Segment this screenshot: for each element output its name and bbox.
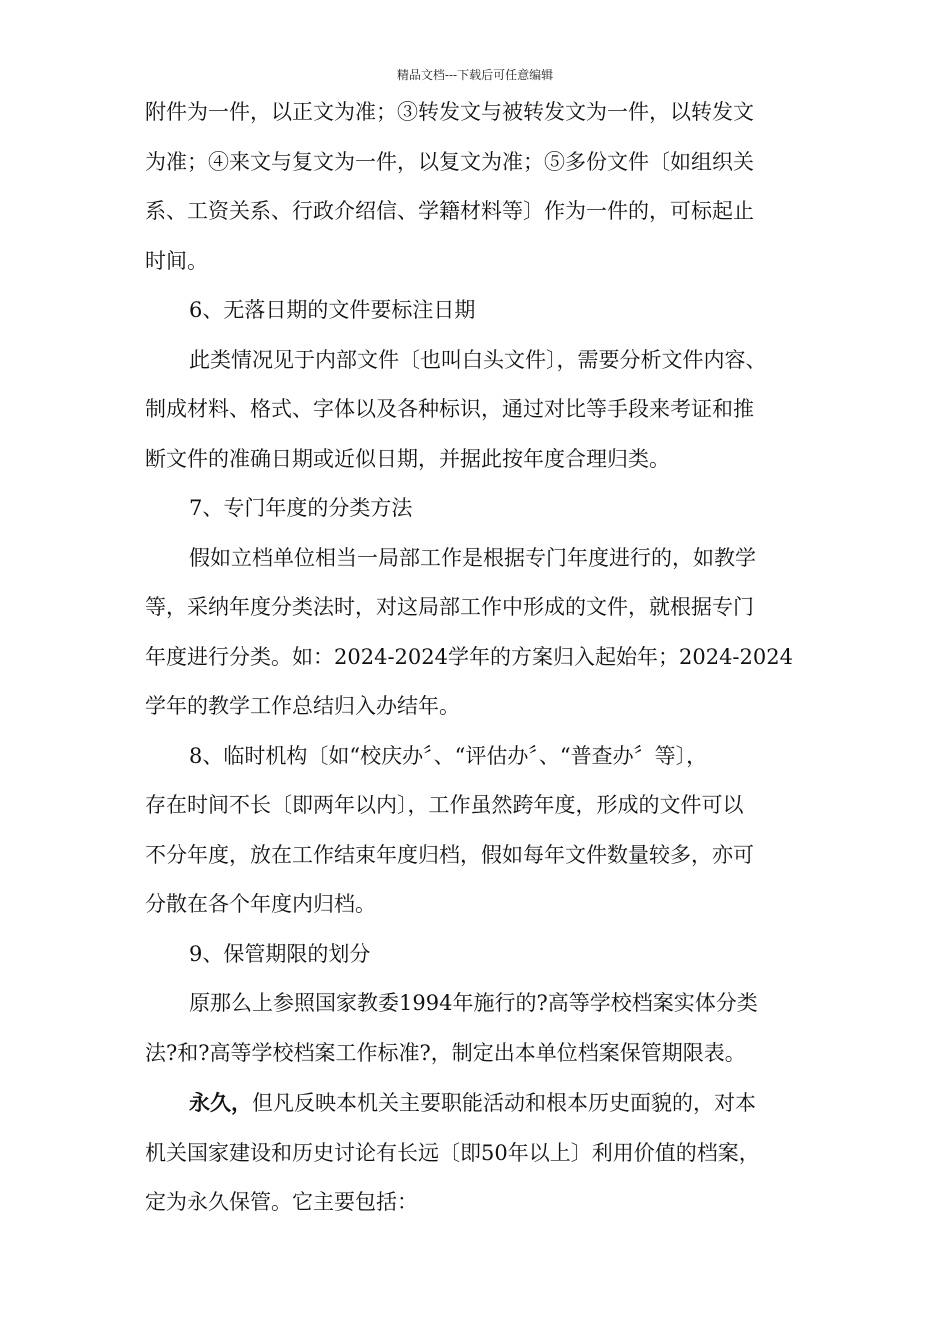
text-line: 时间。 — [145, 248, 208, 273]
text-line: 机关国家建设和历史讨论有长远〔即50年以上〕利用价值的档案， — [145, 1140, 760, 1165]
heading-7 — [145, 484, 825, 534]
text-line: 原那么上参照国家教委1994年施行的?高等学校档案实体分类 — [189, 991, 758, 1015]
text-line — [145, 1078, 825, 1129]
text-line: 此类情况见于内部文件〔也叫白头文件〕，需要分析文件内容、 — [189, 347, 767, 372]
text-line: 分散在各个年度内归档。 — [145, 892, 376, 916]
text-span: 但凡反映本机关主要职能活动和根本历史面貌的，对本 — [252, 1091, 756, 1115]
text-line: 为准；④来文与复文为一件，以复文为准；⑤多份文件〔如组织关 — [145, 149, 754, 174]
text-line: 法?和?高等学校档案工作标准?，制定出本单位档案保管期限表。 — [145, 1040, 746, 1065]
paragraph-permanent — [145, 1078, 825, 1228]
text-line: 不分年度，放在工作结束年度归档，假如每年文件数量较多，亦可 — [145, 842, 754, 867]
text-line: 附件为一件，以正文为准；③转发文与被转发文为一件，以转发文 — [145, 100, 754, 124]
section-heading: 7、专门年度的分类方法 — [189, 496, 413, 520]
text-line: 等，采纳年度分类法时，对这局部工作中形成的文件，就根据专门 — [145, 595, 754, 619]
text-line: 断文件的准确日期或近似日期，并据此按年度合理归类。 — [145, 446, 670, 471]
text-line: 制成材料、格式、字体以及各种标识，通过对比等手段来考证和推 — [145, 397, 754, 421]
section-heading: 9、保管期限的划分 — [189, 941, 371, 966]
section-heading: 6、无落日期的文件要标注日期 — [189, 298, 476, 322]
paragraph-retention-basis — [145, 979, 825, 1078]
paragraph-special-year — [145, 534, 825, 732]
document-body — [145, 88, 825, 1228]
heading-6 — [145, 286, 825, 336]
paragraph-temporary-agencies — [145, 732, 825, 930]
text-line: 假如立档单位相当一局部工作是根据专门年度进行的，如教学 — [189, 545, 756, 570]
text-line: 定为永久保管。它主要包括： — [145, 1190, 418, 1214]
heading-9 — [145, 930, 825, 980]
paragraph-attachment-rules — [145, 88, 825, 286]
page-header: 精品文档---下载后可任意编辑 — [396, 68, 554, 82]
text-line: 系、工资关系、行政介绍信、学籍材料等〕作为一件的，可标起止 — [145, 199, 754, 223]
text-line: 8、临时机构〔如“校庆办〞、“评估办〞、“普查办〞等〕， — [189, 743, 708, 768]
permanent-lead: 永久， — [189, 1090, 252, 1115]
text-line: 学年的教学工作总结归入办结年。 — [145, 694, 460, 718]
text-line: 年度进行分类。如：2024-2024学年的方案归入起始年；2024-2024 — [145, 644, 793, 669]
text-line: 存在时间不长〔即两年以内〕，工作虽然跨年度，形成的文件可以 — [145, 793, 744, 817]
paragraph-undated-files — [145, 336, 825, 485]
